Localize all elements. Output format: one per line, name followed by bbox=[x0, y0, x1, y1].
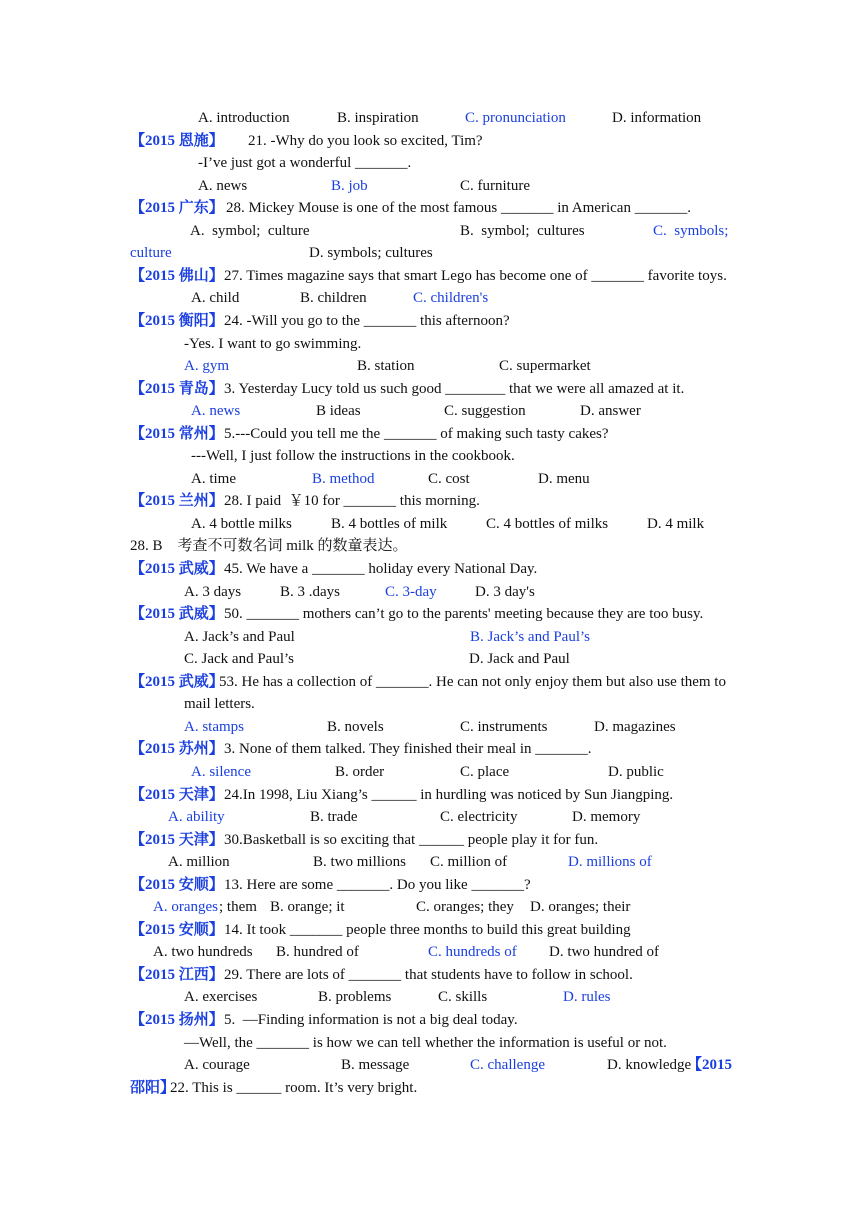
answer-option: D. 4 milk bbox=[647, 516, 705, 532]
answer-option: A. stamps bbox=[184, 719, 244, 735]
source-tag: 【2015 天津】 bbox=[130, 787, 224, 803]
question-text: 50. _______ mothers can’t go to the parents' meeting because they are too busy. bbox=[224, 606, 704, 622]
answer-option: C. pronunciation bbox=[465, 110, 566, 126]
answer-option: D. magazines bbox=[594, 719, 676, 735]
answer-option: D. memory bbox=[572, 809, 641, 825]
answer-option: B. job bbox=[331, 178, 368, 194]
source-tag: 【2015 武威】 bbox=[130, 606, 224, 622]
answer-option: C. symbols; bbox=[653, 223, 729, 239]
answer-option: B. problems bbox=[318, 989, 392, 1005]
source-tag: 【2015 扬州】 bbox=[130, 1012, 224, 1028]
source-tag: 【2015 苏州】 bbox=[130, 741, 224, 757]
answer-option: A. Jack’s and Paul bbox=[184, 629, 295, 645]
answer-option: C. supermarket bbox=[499, 358, 591, 374]
answer-option: D. public bbox=[608, 764, 664, 780]
answer-option: B. method bbox=[312, 471, 375, 487]
answer-option: A. time bbox=[191, 471, 236, 487]
question-text: mail letters. bbox=[184, 696, 255, 712]
answer-option: B. symbol; cultures bbox=[460, 223, 585, 239]
answer-option: C. million of bbox=[430, 854, 508, 870]
source-tag: 【2015 武威】 bbox=[130, 674, 224, 690]
answer-option: D. symbols; cultures bbox=[309, 245, 433, 261]
answer-option: culture bbox=[130, 245, 172, 261]
answer-option: D. knowledge bbox=[607, 1057, 692, 1073]
answer-option: A. introduction bbox=[198, 110, 290, 126]
question-text: -I’ve just got a wonderful _______. bbox=[198, 155, 412, 171]
answer-option: A. courage bbox=[184, 1057, 250, 1073]
answer-option: C. electricity bbox=[440, 809, 518, 825]
answer-option: B. station bbox=[357, 358, 415, 374]
answer-option: A. 4 bottle milks bbox=[191, 516, 292, 532]
question-text: 45. We have a _______ holiday every National Day. bbox=[224, 561, 538, 577]
answer-option: B. children bbox=[300, 290, 367, 306]
answer-option: A. news bbox=[191, 403, 241, 419]
answer-option: A. two hundreds bbox=[153, 944, 253, 960]
question-text: 28. B 考查不可数名词 milk 的数童表达。 bbox=[130, 538, 408, 554]
answer-option: D. rules bbox=[563, 989, 611, 1005]
answer-option: B ideas bbox=[316, 403, 361, 419]
source-tag: 【2015 广东】 bbox=[130, 200, 224, 216]
question-text: 13. Here are some _______. Do you like _______? bbox=[224, 877, 531, 893]
question-text: 29. There are lots of _______ that students have to follow in school. bbox=[224, 967, 633, 983]
answer-option: A. million bbox=[168, 854, 230, 870]
answer-option: C. furniture bbox=[460, 178, 530, 194]
question-text: 30.Basketball is so exciting that ______ people play it for fun. bbox=[224, 832, 599, 848]
answer-option: B. 3 .days bbox=[280, 584, 340, 600]
answer-option: D. menu bbox=[538, 471, 590, 487]
question-text: 3. Yesterday Lucy told us such good ________ that we were all amazed at it. bbox=[224, 381, 685, 397]
answer-option: B. two millions bbox=[313, 854, 406, 870]
source-tag: 【2015 安顺】 bbox=[130, 877, 224, 893]
answer-option: D. information bbox=[612, 110, 702, 126]
source-tag: 【2015 安顺】 bbox=[130, 922, 224, 938]
source-tag: 邵阳】 bbox=[130, 1080, 176, 1096]
answer-option: B. message bbox=[341, 1057, 410, 1073]
source-tag: 【2015 衡阳】 bbox=[130, 313, 224, 329]
answer-option: C. cost bbox=[428, 471, 470, 487]
answer-option: B. inspiration bbox=[337, 110, 419, 126]
answer-option: C. children's bbox=[413, 290, 489, 306]
answer-option: C. instruments bbox=[460, 719, 548, 735]
question-text: 28. Mickey Mouse is one of the most famous _______ in American _______. bbox=[226, 200, 691, 216]
question-text: 14. It took _______ people three months to build this great building bbox=[224, 922, 631, 938]
source-tag: 【2015 江西】 bbox=[130, 967, 224, 983]
answer-option: A. silence bbox=[191, 764, 251, 780]
answer-option: C. challenge bbox=[470, 1057, 545, 1073]
answer-option: D. Jack and Paul bbox=[469, 651, 570, 667]
question-text: 5. —Finding information is not a big deal today. bbox=[224, 1012, 518, 1028]
answer-option: B. Jack’s and Paul’s bbox=[470, 629, 590, 645]
answer-option: C. Jack and Paul’s bbox=[184, 651, 294, 667]
answer-option: A. gym bbox=[184, 358, 229, 374]
answer-option: D. answer bbox=[580, 403, 641, 419]
answer-option: B. order bbox=[335, 764, 385, 780]
answer-option: C. oranges; they bbox=[416, 899, 514, 915]
answer-option: B. hundred of bbox=[276, 944, 359, 960]
source-tag: 【2015 bbox=[687, 1057, 733, 1073]
answer-option: A. symbol; culture bbox=[190, 223, 310, 239]
answer-option: C. skills bbox=[438, 989, 488, 1005]
answer-option: C. 3-day bbox=[385, 584, 437, 600]
question-text: 5.---Could you tell me the _______ of making such tasty cakes? bbox=[224, 426, 609, 442]
source-tag: 【2015 兰州】 bbox=[130, 493, 224, 509]
answer-option: C. 4 bottles of milks bbox=[486, 516, 609, 532]
answer-option: B. 4 bottles of milk bbox=[331, 516, 448, 532]
question-text: 28. I paid ￥10 for _______ this morning. bbox=[224, 493, 480, 509]
source-tag: 【2015 佛山】 bbox=[130, 268, 224, 284]
source-tag: 【2015 青岛】 bbox=[130, 381, 224, 397]
question-text: 24. -Will you go to the _______ this afternoon? bbox=[224, 313, 510, 329]
answer-option: A. oranges bbox=[153, 899, 218, 915]
source-tag: 【2015 天津】 bbox=[130, 832, 224, 848]
answer-option: B. trade bbox=[310, 809, 358, 825]
question-text: ; them bbox=[219, 899, 257, 915]
answer-option: C. place bbox=[460, 764, 510, 780]
question-text: —Well, the _______ is how we can tell whether the information is useful or not. bbox=[184, 1035, 667, 1051]
source-tag: 【2015 常州】 bbox=[130, 426, 224, 442]
answer-option: B. orange; it bbox=[270, 899, 345, 915]
answer-option: D. oranges; their bbox=[530, 899, 631, 915]
question-text: 27. Times magazine says that smart Lego has become one of _______ favorite toys. bbox=[224, 268, 727, 284]
answer-option: A. news bbox=[198, 178, 248, 194]
question-text: 22. This is ______ room. It’s very bright. bbox=[170, 1080, 418, 1096]
answer-option: D. two hundred of bbox=[549, 944, 659, 960]
question-text: 53. He has a collection of _______. He can not only enjoy them but also use them to bbox=[219, 674, 726, 690]
answer-option: B. novels bbox=[327, 719, 384, 735]
source-tag: 【2015 武威】 bbox=[130, 561, 224, 577]
answer-option: C. suggestion bbox=[444, 403, 526, 419]
answer-option: C. hundreds of bbox=[428, 944, 517, 960]
question-text: 21. -Why do you look so excited, Tim? bbox=[248, 133, 483, 149]
answer-option: A. 3 days bbox=[184, 584, 242, 600]
answer-option: A. exercises bbox=[184, 989, 258, 1005]
source-tag: 【2015 恩施】 bbox=[130, 133, 224, 149]
question-text: -Yes. I want to go swimming. bbox=[184, 336, 362, 352]
question-text: ---Well, I just follow the instructions in the cookbook. bbox=[191, 448, 515, 464]
question-text: 3. None of them talked. They finished their meal in _______. bbox=[224, 741, 592, 757]
answer-option: A. child bbox=[191, 290, 240, 306]
answer-option: D. millions of bbox=[568, 854, 652, 870]
answer-option: D. 3 day's bbox=[475, 584, 535, 600]
question-text: 24.In 1998, Liu Xiang’s ______ in hurdling was noticed by Sun Jiangping. bbox=[224, 787, 674, 803]
answer-option: A. ability bbox=[168, 809, 225, 825]
